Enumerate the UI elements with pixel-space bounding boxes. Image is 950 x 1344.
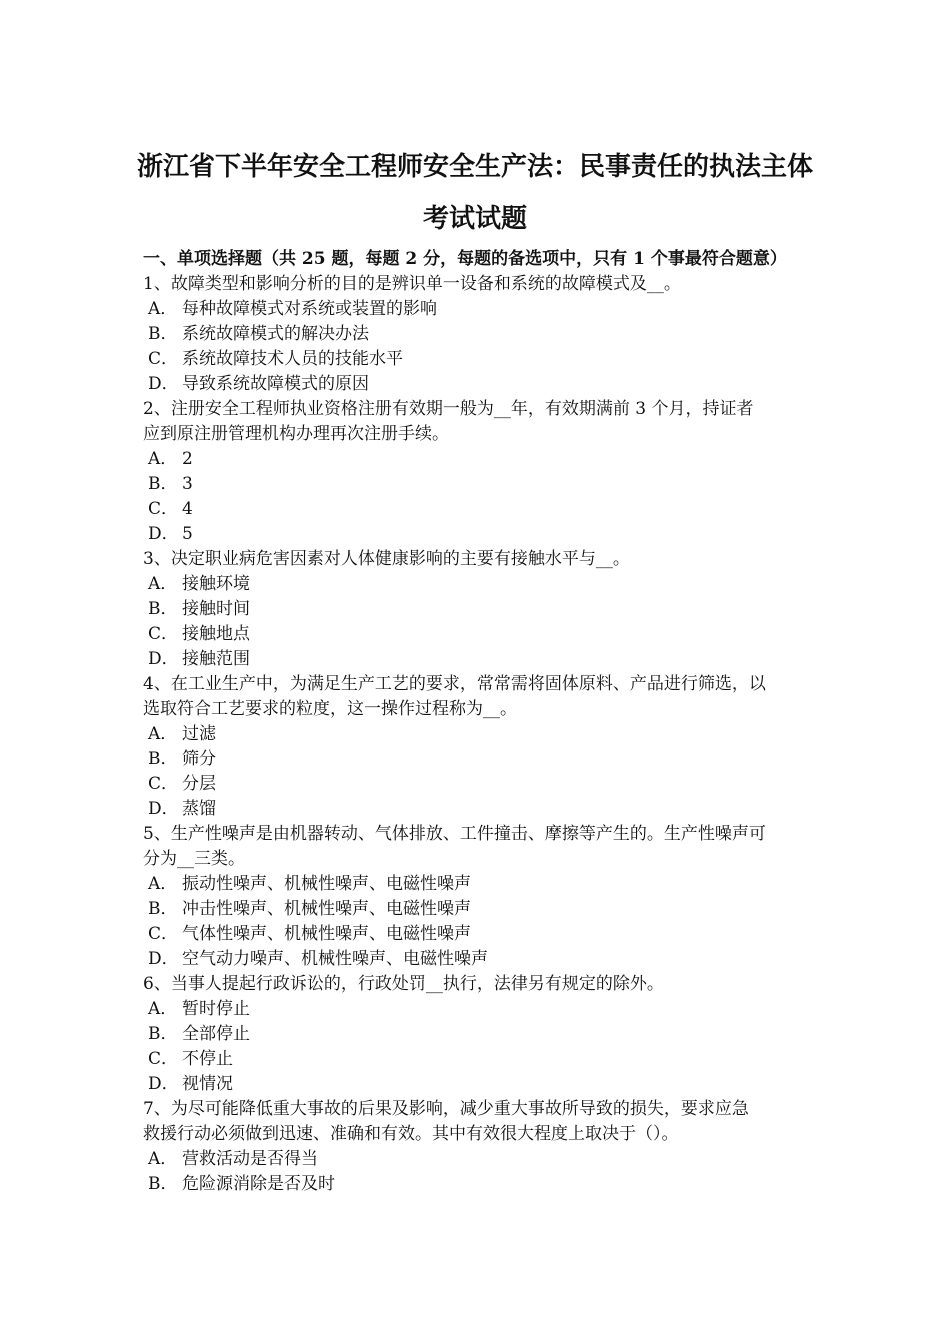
- option-letter: C．: [148, 924, 179, 944]
- option-text: 4: [182, 499, 193, 519]
- option-letter: C．: [148, 499, 179, 519]
- option-text: 接触环境: [182, 574, 250, 594]
- answer-option: [143, 447, 823, 472]
- question-text: 选取符合工艺要求的粒度，这一操作过程称为__。: [143, 699, 517, 719]
- answer-option: [143, 572, 823, 597]
- question-text: 救援行动必须做到迅速、准确和有效。其中有效很大程度上取决于（）。: [143, 1124, 679, 1144]
- option-text: 危险源消除是否及时: [182, 1174, 335, 1194]
- option-text: 筛分: [182, 749, 216, 769]
- option-letter: C．: [148, 624, 179, 644]
- option-letter: B．: [148, 474, 178, 494]
- answer-option: [143, 897, 823, 922]
- question-text: 7、为尽可能降低重大事故的后果及影响，减少重大事故所导致的损失，要求应急: [143, 1099, 749, 1119]
- option-text: 系统故障模式的解决办法: [182, 324, 369, 344]
- question-item: [143, 1097, 823, 1197]
- option-text: 每种故障模式对系统或装置的影响: [182, 299, 437, 319]
- answer-option: [143, 1172, 823, 1197]
- option-text: 过滤: [182, 724, 216, 744]
- question-item: [143, 972, 823, 1097]
- option-text: 空气动力噪声、机械性噪声、电磁性噪声: [182, 949, 488, 969]
- option-letter: D．: [148, 524, 179, 544]
- option-letter: C．: [148, 349, 179, 369]
- question-text: 分为__三类。: [143, 849, 245, 869]
- option-letter: D．: [148, 649, 179, 669]
- option-text: 系统故障技术人员的技能水平: [182, 349, 403, 369]
- question-item: [143, 547, 823, 672]
- option-letter: A．: [148, 724, 178, 744]
- option-text: 接触时间: [182, 599, 250, 619]
- option-text: 不停止: [182, 1049, 233, 1069]
- option-letter: D．: [148, 949, 179, 969]
- option-letter: C．: [148, 1049, 179, 1069]
- answer-option: [143, 472, 823, 497]
- answer-option: [143, 947, 823, 972]
- option-text: 5: [182, 524, 193, 544]
- answer-option: [143, 297, 823, 322]
- question-text: 应到原注册管理机构办理再次注册手续。: [143, 424, 449, 444]
- answer-option: [143, 322, 823, 347]
- answer-option: [143, 597, 823, 622]
- option-letter: B．: [148, 599, 178, 619]
- option-letter: A．: [148, 874, 178, 894]
- option-text: 全部停止: [182, 1024, 250, 1044]
- answer-option: [143, 997, 823, 1022]
- option-text: 接触范围: [182, 649, 250, 669]
- question-text: 6、当事人提起行政诉讼的，行政处罚__执行，法律另有规定的除外。: [143, 974, 664, 994]
- document-body: [143, 247, 823, 1197]
- answer-option: [143, 647, 823, 672]
- option-letter: A．: [148, 299, 178, 319]
- option-letter: A．: [148, 574, 178, 594]
- option-letter: B．: [148, 749, 178, 769]
- option-text: 蒸馏: [182, 799, 216, 819]
- answer-option: [143, 1047, 823, 1072]
- answer-option: [143, 347, 823, 372]
- answer-option: [143, 622, 823, 647]
- answer-option: [143, 722, 823, 747]
- question-item: [143, 272, 823, 397]
- option-letter: A．: [148, 1149, 178, 1169]
- question-text: 4、在工业生产中，为满足生产工艺的要求，常常需将固体原料、产品进行筛选，以: [143, 674, 766, 694]
- option-text: 2: [182, 449, 193, 469]
- option-text: 分层: [182, 774, 216, 794]
- question-item: [143, 672, 823, 822]
- question-text: 2、注册安全工程师执业资格注册有效期一般为__年，有效期满前 3 个月，持证者: [143, 399, 754, 419]
- question-text: 1、故障类型和影响分析的目的是辨识单一设备和系统的故障模式及__。: [143, 274, 681, 294]
- option-letter: B．: [148, 324, 178, 344]
- question-list: [143, 272, 823, 1197]
- answer-option: [143, 1147, 823, 1172]
- option-text: 营救活动是否得当: [182, 1149, 318, 1169]
- option-letter: D．: [148, 374, 179, 394]
- answer-option: [143, 747, 823, 772]
- option-text: 气体性噪声、机械性噪声、电磁性噪声: [182, 924, 471, 944]
- answer-option: [143, 1072, 823, 1097]
- answer-option: [143, 1022, 823, 1047]
- answer-option: [143, 872, 823, 897]
- option-letter: B．: [148, 1024, 178, 1044]
- section-heading: 一、单项选择题（共 25 题，每题 2 分，每题的备选项中，只有 1 个事最符合题意）: [143, 249, 787, 269]
- answer-option: [143, 772, 823, 797]
- option-text: 暂时停止: [182, 999, 250, 1019]
- option-letter: B．: [148, 1174, 178, 1194]
- option-text: 视情况: [182, 1074, 233, 1094]
- answer-option: [143, 797, 823, 822]
- option-text: 3: [182, 474, 193, 494]
- option-text: 接触地点: [182, 624, 250, 644]
- answer-option: [143, 522, 823, 547]
- option-letter: A．: [148, 999, 178, 1019]
- question-text: 5、生产性噪声是由机器转动、气体排放、工件撞击、摩擦等产生的。生产性噪声可: [143, 824, 766, 844]
- option-letter: D．: [148, 799, 179, 819]
- document-title-line-1: 浙江省下半年安全工程师安全生产法：民事责任的执法主体: [136, 152, 813, 182]
- option-text: 振动性噪声、机械性噪声、电磁性噪声: [182, 874, 471, 894]
- answer-option: [143, 497, 823, 522]
- option-letter: D．: [148, 1074, 179, 1094]
- option-letter: C．: [148, 774, 179, 794]
- option-text: 冲击性噪声、机械性噪声、电磁性噪声: [182, 899, 471, 919]
- answer-option: [143, 922, 823, 947]
- question-item: [143, 397, 823, 547]
- answer-option: [143, 372, 823, 397]
- document-title-line-2: 考试试题: [422, 204, 527, 234]
- question-item: [143, 822, 823, 972]
- option-letter: A．: [148, 449, 178, 469]
- option-text: 导致系统故障模式的原因: [182, 374, 369, 394]
- option-letter: B．: [148, 899, 178, 919]
- question-text: 3、决定职业病危害因素对人体健康影响的主要有接触水平与__。: [143, 549, 630, 569]
